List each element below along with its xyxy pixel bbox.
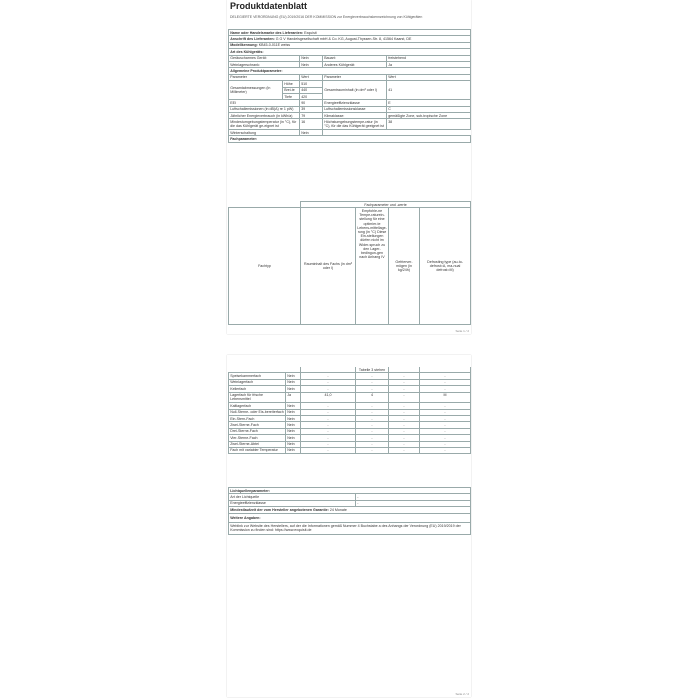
compartment-temp: -: [356, 422, 389, 428]
compartment-defrost: -: [420, 422, 471, 428]
compartment-yn: Nein: [286, 441, 301, 447]
dims-label: Gesamtabmessungen (in Millimeter): [229, 81, 283, 100]
datasheet-page-1: [227, 0, 471, 334]
compartment-freeze: -: [389, 392, 420, 403]
param-value: gemäßigte Zone, sub-tropische Zone: [387, 113, 471, 119]
page-number: Seite 1 / 2: [455, 329, 469, 333]
compartment-defrost: -: [420, 409, 471, 415]
compartment-name: Null-Sterne- oder Eis-bereiterfach: [230, 410, 284, 415]
compartment-vol: -: [301, 428, 356, 434]
more-info-text: Weblink zur Website des Herstellers, auf der die Informationen gemäß Nummer 4 Buchstabe a des Anhangs der Verordnung (EU) 2019/2019 der Kommission zu finden sind: https://www.exquisit.de: [229, 522, 471, 534]
model-value: KB45-0-011E weiss: [258, 43, 291, 48]
supplier-value: Exquisit: [304, 30, 317, 35]
general-section-header: Allgemeine Produktparameter:: [229, 68, 471, 74]
param-label: Klimaklasse:: [323, 113, 387, 119]
compartment-vol: 41,0: [301, 392, 356, 403]
address-label: Anschrift des Lieferanten:: [230, 36, 275, 41]
light-type-label: Art der Lichtquelle: [229, 494, 356, 500]
compartment-freeze: -: [389, 428, 420, 434]
compartment-defrost: -: [420, 415, 471, 421]
compartment-defrost: -: [420, 441, 471, 447]
warranty-label: Mindestlaufzeit der vom Hersteller angebotenen Garantie:: [230, 507, 329, 512]
compartment-yn: Nein: [286, 379, 301, 385]
compartment-name: Vier-Sterne-Fach: [229, 435, 286, 441]
compartment-freeze: -: [389, 435, 420, 441]
compartment-freeze: -: [389, 415, 420, 421]
compartment-name: Lagerfach für frische Lebensmittel: [229, 392, 286, 403]
compartment-yn: Nein: [286, 422, 301, 428]
compartment-temp: -: [356, 386, 389, 392]
compartment-vol: -: [301, 435, 356, 441]
compartment-name: Kellerfach: [229, 386, 286, 392]
compartment-temp: -: [356, 435, 389, 441]
param-label: EEI: [229, 100, 300, 106]
compartment-yn: Ja: [286, 392, 301, 403]
compartment-name: Kaltlagerfach: [229, 403, 286, 409]
param-value: 16: [300, 119, 323, 130]
compartment-vol: -: [301, 386, 356, 392]
compartment-name: Zwei-Sterne-Fach: [229, 422, 286, 428]
volume-value: 41: [387, 81, 471, 100]
supplier-label: Name oder Handelsmarke des Lieferanten:: [230, 30, 304, 35]
col-recommended-temp: Empfohle-ne Tempe-raturein-stellung für eine optimier-te Lebens-mittellage-rung (in °C) Diese Ein-stellungen dürfen nicht im Wider-spruch zu den Lager-bedingun-gen nach Anhang IV: [356, 208, 389, 325]
compartment-yn: Nein: [286, 447, 301, 453]
datasheet-page-2: [227, 355, 471, 697]
compartment-header-table: [228, 201, 471, 325]
compartment-vol: -: [301, 379, 356, 385]
regulation-subtitle: DELEGIERTE VERORDNUNG (EU) 2019/2016 DER KOMMISSION zur Energieverbrauchskennzeichnung von Kühlgeräten: [230, 15, 423, 19]
compartment-vol: -: [301, 409, 356, 415]
type-label: Weinlagerschrank:: [229, 61, 300, 67]
page-title: Produktdatenblatt: [230, 1, 308, 11]
compartment-defrost: -: [420, 403, 471, 409]
param-value: E: [387, 100, 471, 106]
dim-label: Tiefe: [283, 93, 300, 99]
compartment-yn: Nein: [286, 373, 301, 379]
compartment-temp: -: [356, 415, 389, 421]
column-header: Wert: [387, 74, 471, 80]
compartment-section-header: Fachparameter:: [229, 136, 471, 142]
compartment-defrost: -: [420, 428, 471, 434]
type-label: Bauart:: [323, 55, 387, 61]
dim-value: 440: [300, 87, 323, 93]
compartment-temp: -: [356, 403, 389, 409]
compartment-defrost: -: [420, 373, 471, 379]
param-row: [229, 119, 471, 130]
compartment-freeze: -: [389, 409, 420, 415]
light-section-header: Lichtquellenparameter:: [229, 488, 471, 494]
col-freezing-capacity: Gefrierver-mögen (in kg/24h): [389, 208, 420, 325]
winter-label: Winterschaltung: [229, 130, 300, 136]
fach-parameter-header: Fachparameter und -werte: [301, 202, 471, 208]
compartment-vol: -: [301, 373, 356, 379]
col-volume: Rauminhalt des Fachs (in dm³ oder l): [301, 208, 356, 325]
col-defrosting-type: Defrosting type (au-to-defrost=A, ma-nual defrost=M): [420, 208, 471, 325]
compartment-row: [229, 392, 471, 403]
compartment-freeze: -: [389, 379, 420, 385]
param-value: 39: [300, 106, 323, 112]
page-number: Seite 2 / 2: [455, 692, 469, 696]
volume-label: Gesamtrauminhalt (in dm³ oder l): [323, 81, 387, 100]
param-label: Mindestumgebungstemperatur (in °C), für die das Kühlgerät ge-eignet ist: [229, 119, 300, 130]
type-value: freistehend: [387, 55, 471, 61]
more-info-header: Weitere Angaben:: [229, 513, 471, 522]
model-label: Modellkennung:: [230, 43, 258, 48]
param-label: Jährlicher Energieverbrauch (in kWh/a): [229, 113, 300, 119]
compartment-yn: Nein: [286, 386, 301, 392]
param-value: 38: [387, 119, 471, 130]
column-header: Wert: [300, 74, 323, 80]
compartment-temp: 4: [356, 392, 389, 403]
compartment-vol: -: [301, 441, 356, 447]
compartment-freeze: -: [389, 386, 420, 392]
compartment-defrost: -: [420, 379, 471, 385]
compartment-temp: -: [356, 379, 389, 385]
compartment-vol: -: [301, 447, 356, 453]
dim-label: Brei-te: [283, 87, 300, 93]
compartment-freeze: -: [389, 422, 420, 428]
address-value: G G V Handelsgesellschaft mbH & Co. KG, August-Thyssen-Str. 8, 41564 Kaarst, DE: [275, 36, 412, 41]
dim-label: Höhe: [283, 81, 300, 87]
type-value: Nein: [300, 61, 323, 67]
compartment-vol: -: [301, 403, 356, 409]
compartment-freeze: -: [389, 447, 420, 453]
param-label: Energieeffizienzklasse: [323, 100, 387, 106]
compartment-temp: -: [356, 373, 389, 379]
light-warranty-table: [228, 487, 471, 535]
compartment-yn: Nein: [286, 428, 301, 434]
column-header: Parameter: [323, 74, 387, 80]
type-label: Geräuscharmes Gerät:: [229, 55, 300, 61]
warranty-value: 24 Monate: [329, 507, 347, 512]
compartment-freeze: -: [389, 373, 420, 379]
compartment-yn: Nein: [286, 403, 301, 409]
compartment-row: [229, 447, 471, 453]
param-value: 90: [300, 100, 323, 106]
compartment-vol: -: [301, 422, 356, 428]
compartment-temp: -: [356, 441, 389, 447]
dim-value: 420: [300, 93, 323, 99]
compartment-name: Drei-Sterne-Fach: [229, 428, 286, 434]
dims-row: [229, 81, 471, 87]
compartment-name: Fach mit variabler Temperatur: [229, 447, 286, 453]
param-value: C: [387, 106, 471, 112]
light-type-value: -: [356, 494, 471, 500]
type-label: Anderes Kühlgerät:: [323, 61, 387, 67]
compartment-name: Zwei-Sterne-Abtei: [229, 441, 286, 447]
dim-value: 510: [300, 81, 323, 87]
type-value: Nein: [300, 55, 323, 61]
column-header: Parameter: [229, 74, 300, 80]
compartment-yn: Nein: [286, 435, 301, 441]
param-label: Luftschallemissionen (in dB(A) re 1 pW): [229, 106, 300, 112]
general-table: [228, 29, 471, 143]
compartment-temp: -: [356, 409, 389, 415]
light-class-value: -: [356, 500, 471, 506]
compartment-defrost: M: [420, 392, 471, 403]
param-label: Luftschallemissionsklasse: [323, 106, 387, 112]
compartment-name: Speisekammerfach: [229, 373, 286, 379]
winter-value: Nein: [300, 130, 323, 136]
compartment-freeze: -: [389, 403, 420, 409]
compartment-freeze: -: [389, 441, 420, 447]
compartment-yn: Nein: [286, 409, 301, 415]
compartment-defrost: -: [420, 435, 471, 441]
param-value: 79: [300, 113, 323, 119]
light-class-label: Energieeffizienzklasse: [229, 500, 356, 506]
compartment-defrost: -: [420, 386, 471, 392]
compartment-name: Ein-Stern-Fach: [229, 415, 286, 421]
compartment-name: Weinlagerfach: [229, 379, 286, 385]
continued-note: Tabelle 3 stehen: [356, 367, 389, 373]
type-section-header: Art des Kühlgeräts:: [229, 49, 471, 55]
type-value: Ja: [387, 61, 471, 67]
compartment-table: [228, 367, 471, 454]
compartment-temp: -: [356, 428, 389, 434]
col-fachtyp: Fachtyp: [229, 208, 301, 325]
compartment-vol: -: [301, 415, 356, 421]
compartment-yn: Nein: [286, 415, 301, 421]
compartment-defrost: -: [420, 447, 471, 453]
compartment-temp: -: [356, 447, 389, 453]
param-label: Höchstumgebungstempe-ratur (in °C), für die das Kühlgerät geeignet ist: [323, 119, 387, 130]
